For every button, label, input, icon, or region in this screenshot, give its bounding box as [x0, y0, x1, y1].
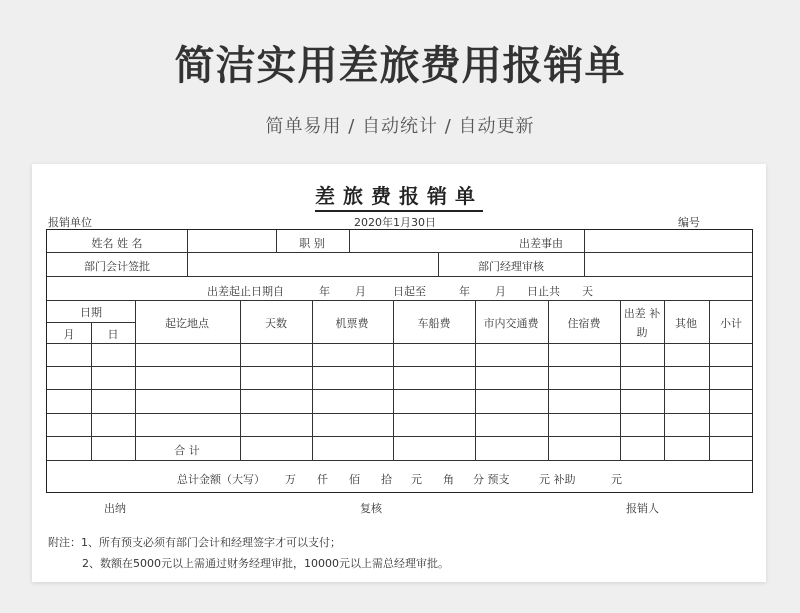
- amount-advance: 分 预支: [473, 473, 510, 486]
- review-label: 复核: [360, 502, 382, 515]
- amount-wan: 万: [285, 473, 296, 486]
- period-month2: 月: [495, 285, 506, 298]
- period-day1: 日起至: [393, 285, 426, 298]
- amount-jiao: 角: [443, 473, 454, 486]
- hero-title: 简洁实用差旅费用报销单: [174, 43, 626, 89]
- amount-allowance: 元 补助: [539, 473, 576, 486]
- header-hotel: 住宿费: [567, 317, 601, 330]
- header-allowance-1: 出差 补: [623, 307, 661, 320]
- unit-label: 报销单位: [48, 216, 92, 229]
- amount-yuan-end: 元: [611, 473, 622, 486]
- header-other: 其他: [675, 317, 697, 330]
- claimant-label: 报销人: [626, 502, 659, 515]
- manager-review-label: 部门经理审核: [478, 260, 544, 273]
- header-month: 月: [63, 328, 75, 341]
- period-days: 天: [582, 285, 593, 298]
- header-days: 天数: [265, 317, 287, 330]
- cashier-label: 出纳: [104, 502, 126, 515]
- number-label: 编号: [678, 216, 700, 229]
- amount-qian: 仟: [317, 473, 328, 486]
- hero-subtitle: 简单易用 / 自动统计 / 自动更新: [265, 116, 535, 137]
- period-label: 出差起止日期自: [207, 285, 284, 298]
- header-date: 日期: [80, 306, 102, 319]
- period-day2: 日止共: [527, 285, 560, 298]
- position-label: 职 别: [299, 237, 325, 250]
- purpose-label: 出差事由: [519, 237, 563, 250]
- amount-bai: 佰: [349, 473, 360, 486]
- period-year1: 年: [319, 285, 330, 298]
- header-subtotal: 小计: [720, 317, 742, 330]
- form-title: 差旅费报销单: [32, 180, 766, 209]
- name-label: 姓名 姓 名: [91, 237, 143, 250]
- header-allowance-2: 助: [636, 326, 648, 339]
- form-table: [46, 229, 753, 493]
- header-place: 起讫地点: [165, 317, 209, 330]
- period-year2: 年: [459, 285, 470, 298]
- total-label: 合 计: [174, 444, 200, 457]
- period-month1: 月: [355, 285, 366, 298]
- amount-label: 总计金额（大写）: [177, 473, 265, 486]
- amount-yuan: 元: [411, 473, 422, 486]
- dept-sign-label: 部门会计签批: [84, 260, 150, 273]
- amount-shi: 拾: [381, 473, 392, 486]
- note-line-1: 附注：1、所有预支必须有部门会计和经理签字才可以支付；: [48, 536, 341, 549]
- reimbursement-form: [32, 164, 766, 582]
- note-line-2: 2、数额在5000元以上需通过财务经理审批，10000元以上需总经理审批。: [82, 557, 449, 570]
- header-city-transport: 市内交通费: [483, 317, 539, 330]
- header-airfare: 机票费: [335, 317, 369, 330]
- form-date: 2020年1月30日: [354, 216, 436, 229]
- header-transport: 车船费: [417, 317, 451, 330]
- header-day: 日: [107, 328, 119, 341]
